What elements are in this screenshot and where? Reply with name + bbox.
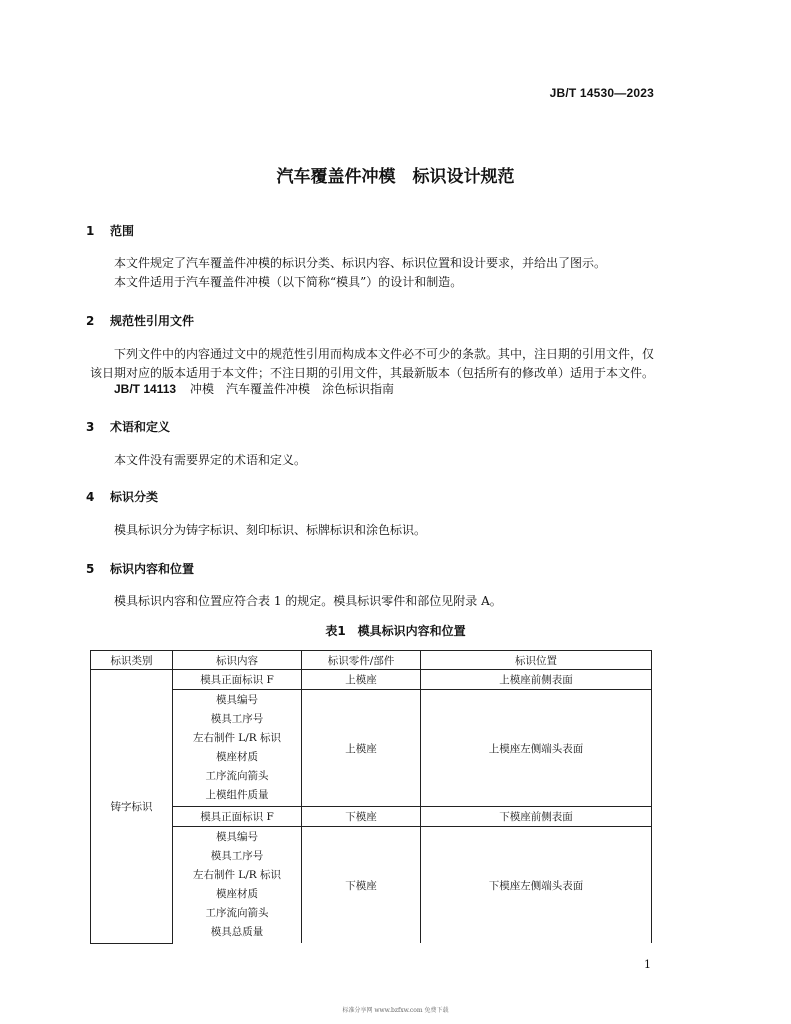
reference-title: 冲模 汽车覆盖件冲模 涂色标识指南 bbox=[190, 382, 395, 396]
section-3-heading bbox=[86, 418, 170, 435]
content-item: 工序流向箭头 bbox=[205, 770, 269, 782]
content-cell bbox=[173, 827, 302, 944]
section-number: 4 bbox=[86, 490, 95, 504]
document-title: 汽车覆盖件冲模 标识设计规范 bbox=[276, 167, 515, 187]
table-row bbox=[91, 807, 652, 827]
content-item: 左右制件 L/R 标识 bbox=[192, 869, 282, 881]
content-item: 模具工序号 bbox=[210, 713, 264, 725]
standard-number: JB/T 14530—2023 bbox=[549, 86, 654, 100]
part-cell: 上模座 bbox=[302, 690, 421, 807]
section-2-heading bbox=[86, 312, 194, 329]
category-cell: 铸字标识 bbox=[91, 670, 173, 944]
section-4-heading bbox=[86, 488, 158, 505]
content-item: 模具工序号 bbox=[210, 850, 264, 862]
paragraph: 下列文件中的内容通过文中的规范性引用而构成本文件必不可少的条款。其中，注日期的引用文件，仅 bbox=[114, 347, 655, 361]
paragraph: 本文件没有需要界定的术语和定义。 bbox=[114, 453, 307, 467]
content-item: 模座材质 bbox=[216, 888, 258, 900]
position-cell: 上模座左侧端头表面 bbox=[421, 690, 652, 807]
table-row bbox=[91, 690, 652, 807]
part-cell: 上模座 bbox=[302, 670, 421, 690]
paragraph: 模具标识分为铸字标识、刻印标识、标牌标识和涂色标识。 bbox=[114, 523, 427, 537]
part-cell: 下模座 bbox=[302, 807, 421, 827]
position-cell: 下模座左侧端头表面 bbox=[421, 827, 652, 944]
reference-code: JB/T 14113 bbox=[114, 382, 177, 396]
section-number: 3 bbox=[86, 420, 95, 434]
paragraph: 模具标识内容和位置应符合表 1 的规定。模具标识零件和部位见附录 A。 bbox=[114, 594, 502, 608]
footer-watermark: 标准分享网 www.bzfxw.com 免费下载 bbox=[342, 1007, 449, 1014]
content-item: 模具总质量 bbox=[210, 926, 264, 938]
table-header-row bbox=[91, 651, 652, 670]
content-item: 模具编号 bbox=[216, 831, 258, 843]
column-header: 标识零件/部件 bbox=[302, 651, 421, 670]
marking-table bbox=[90, 650, 652, 944]
column-header: 标识位置 bbox=[421, 651, 652, 670]
paragraph: 本文件适用于汽车覆盖件冲模（以下简称“模具”）的设计和制造。 bbox=[114, 275, 463, 289]
page-number: 1 bbox=[644, 958, 651, 971]
content-cell: 模具正面标识 F bbox=[173, 670, 302, 690]
table-row bbox=[91, 670, 652, 690]
section-title: 规范性引用文件 bbox=[110, 314, 195, 328]
column-header: 标识内容 bbox=[173, 651, 302, 670]
content-cell: 模具正面标识 F bbox=[173, 807, 302, 827]
content-item: 工序流向箭头 bbox=[205, 907, 269, 919]
part-cell: 下模座 bbox=[302, 827, 421, 944]
position-cell: 上模座前侧表面 bbox=[421, 670, 652, 690]
paragraph: 本文件规定了汽车覆盖件冲模的标识分类、标识内容、标识位置和设计要求，并给出了图示。 bbox=[114, 256, 607, 270]
content-item: 左右制件 L/R 标识 bbox=[192, 732, 282, 744]
paragraph: 该日期对应的版本适用于本文件；不注日期的引用文件，其最新版本（包括所有的修改单）适用于本文件。 bbox=[90, 366, 655, 380]
section-number: 5 bbox=[86, 562, 95, 576]
section-1-heading bbox=[86, 222, 134, 239]
table-row bbox=[91, 827, 652, 944]
section-title: 标识内容和位置 bbox=[110, 562, 195, 576]
section-title: 标识分类 bbox=[110, 490, 159, 504]
section-title: 范围 bbox=[110, 224, 135, 238]
column-header: 标识类别 bbox=[91, 651, 173, 670]
section-5-heading bbox=[86, 560, 194, 577]
content-item: 模具编号 bbox=[216, 694, 258, 706]
content-cell bbox=[173, 690, 302, 807]
normative-reference bbox=[114, 380, 394, 399]
position-cell: 下模座前侧表面 bbox=[421, 807, 652, 827]
section-number: 1 bbox=[86, 224, 95, 238]
section-title: 术语和定义 bbox=[110, 420, 171, 434]
table-caption: 表1 模具标识内容和位置 bbox=[325, 624, 466, 638]
content-item: 模座材质 bbox=[216, 751, 258, 763]
section-number: 2 bbox=[86, 314, 95, 328]
content-item: 上模组件质量 bbox=[205, 789, 269, 801]
